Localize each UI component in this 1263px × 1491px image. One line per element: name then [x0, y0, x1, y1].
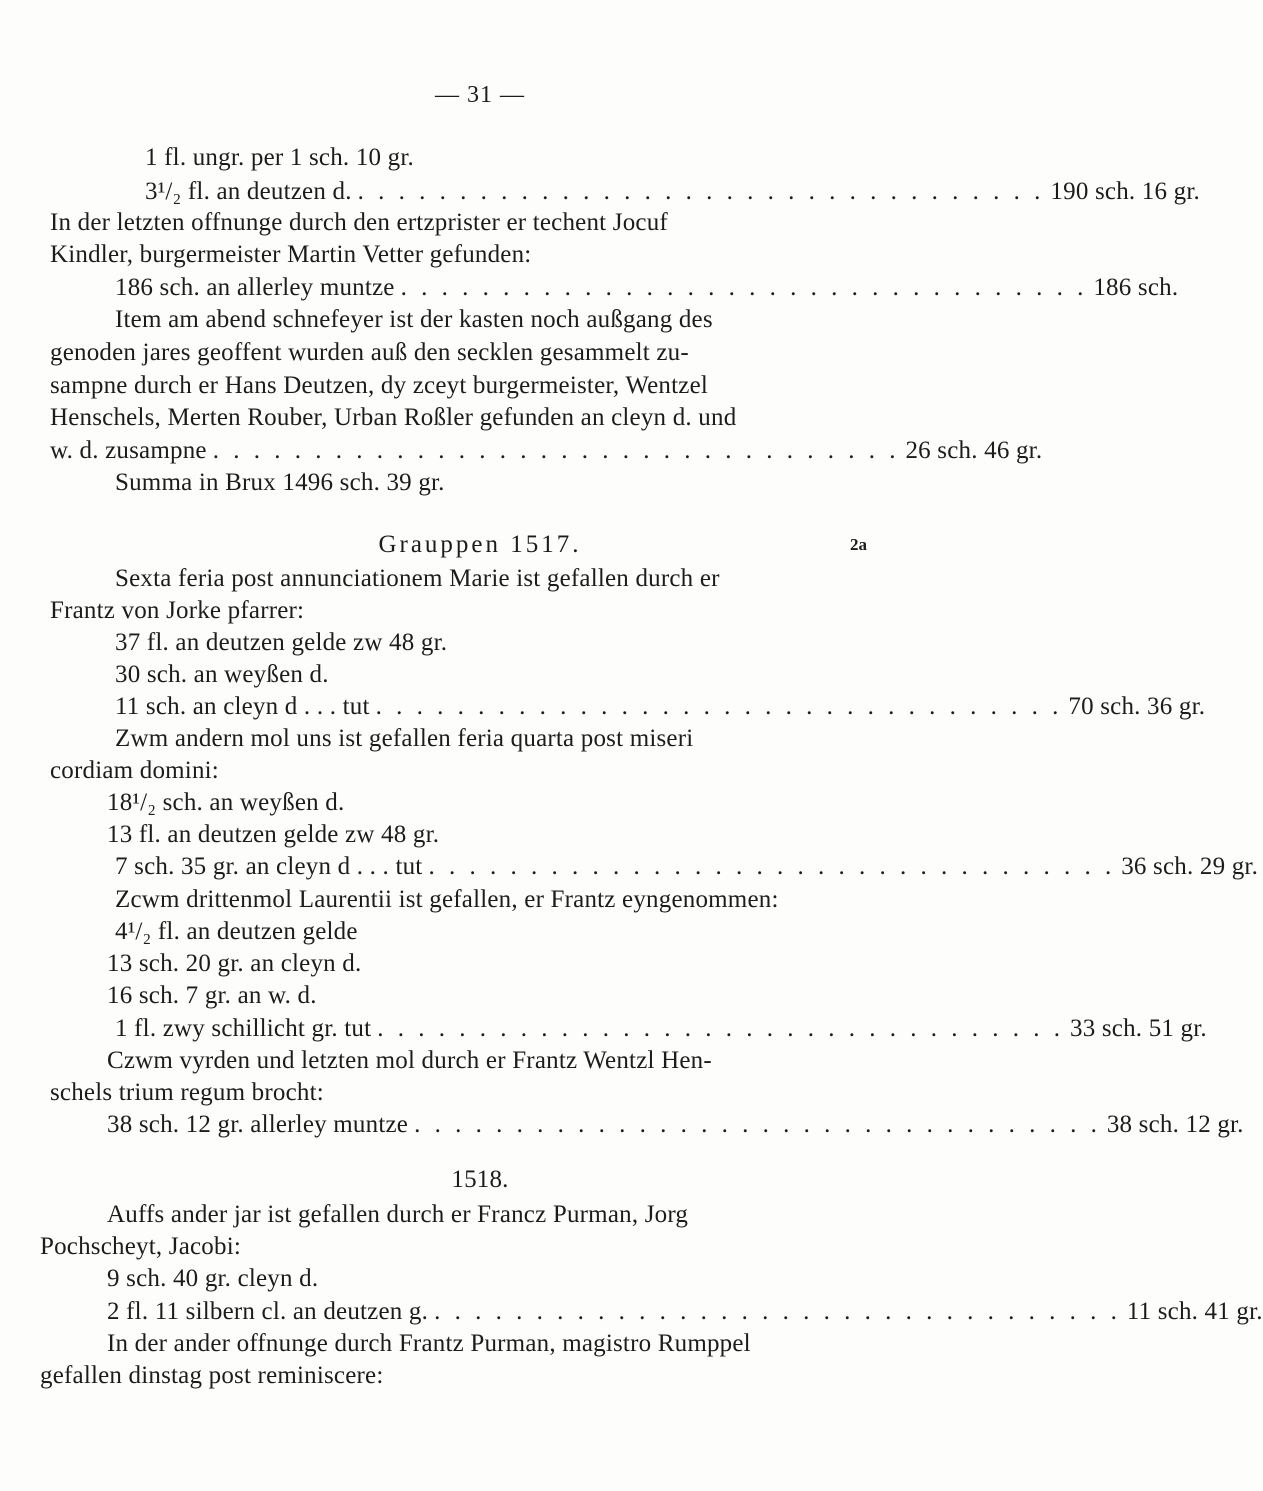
page-number: — 31 —: [435, 82, 525, 108]
ledger-line: [115, 273, 1179, 303]
ledger-line: [50, 436, 1043, 466]
text-line: schels trium regum brocht:: [50, 1079, 324, 1106]
leader-dots: . . . . . . . . . . . . . . . . . . . . . . . . . . . . . . . . . .: [212, 437, 900, 464]
ledger-item: w. d. zusampne: [50, 437, 207, 464]
section-heading: Grauppen 1517.: [378, 531, 582, 558]
leader-dots: . . . . . . . . . . . . . . . . . . . . . . . . . . . . . . . . . .: [377, 1015, 1065, 1042]
text-line: 30 sch. an weyßen d.: [115, 661, 329, 688]
ledger-line: [115, 852, 1259, 882]
leader-dots: . . . . . . . . . . . . . . . . . . . . . . . . . . . . . . . . . .: [375, 693, 1063, 720]
ledger-item: 2 fl. 11 silbern cl. an deutzen g.: [107, 1298, 429, 1325]
ledger-amount: 186 sch.: [1093, 274, 1179, 301]
text-line: Pochscheyt, Jacobi:: [40, 1233, 241, 1260]
ledger-line: [115, 1014, 1207, 1044]
ledger-amount: 36 sch. 29 gr.: [1121, 853, 1259, 880]
text-line: Kindler, burgermeister Martin Vetter gefunden:: [50, 241, 532, 268]
ledger-line: [107, 1297, 1263, 1327]
text-line: genoden jares geoffent wurden auß den secklen gesammelt zu-: [50, 339, 689, 366]
text-line: 13 fl. an deutzen gelde zw 48 gr.: [107, 821, 440, 848]
text-line: Zwm andern mol uns ist gefallen feria quarta post miseri: [115, 725, 694, 752]
total-line: Summa in Brux 1496 sch. 39 gr.: [115, 469, 445, 496]
text-line: gefallen dinstag post reminiscere:: [40, 1362, 384, 1389]
text-line: Frantz von Jorke pfarrer:: [50, 597, 305, 624]
text-line: Zcwm drittenmol Laurentii ist gefallen, er Frantz eyngenommen:: [115, 886, 779, 913]
ledger-line: [145, 177, 1200, 207]
text-line: In der ander offnunge durch Frantz Purman, magistro Rumppel: [107, 1330, 751, 1357]
text-line: 16 sch. 7 gr. an w. d.: [107, 982, 317, 1009]
text-line: 37 fl. an deutzen gelde zw 48 gr.: [115, 629, 448, 656]
text-line: Henschels, Merten Rouber, Urban Roßler gefunden an cleyn d. und: [50, 404, 737, 431]
leader-dots: . . . . . . . . . . . . . . . . . . . . . . . . . . . . . . . . . .: [414, 1111, 1101, 1138]
ledger-item: 3¹/₂ fl. an deutzen d.: [145, 178, 352, 205]
text-line: Auffs ander jar ist gefallen durch er Francz Purman, Jorg: [107, 1201, 689, 1228]
ledger-line: [115, 692, 1206, 722]
ledger-amount: 70 sch. 36 gr.: [1068, 693, 1206, 720]
leader-dots: . . . . . . . . . . . . . . . . . . . . . . . . . . . . . . . . . .: [428, 853, 1116, 880]
text-line: cordiam domini:: [50, 757, 219, 784]
ledger-amount: 11 sch. 41 gr.: [1126, 1298, 1263, 1325]
text-line: In der letzten offnunge durch den ertzprister er techent Jocuf: [50, 209, 668, 236]
leader-dots: . . . . . . . . . . . . . . . . . . . . . . . . . . . . . . . . . .: [400, 274, 1088, 301]
ledger-amount: 190 sch. 16 gr.: [1050, 178, 1200, 205]
ledger-item: 1 fl. zwy schillicht gr. tut: [115, 1015, 372, 1042]
text-line: Sexta feria post annunciationem Marie ist gefallen durch er: [115, 565, 720, 592]
text-line: 18¹/₂ sch. an weyßen d.: [107, 789, 345, 816]
text-line: 9 sch. 40 gr. cleyn d.: [107, 1265, 319, 1292]
leader-dots: . . . . . . . . . . . . . . . . . . . . . . . . . . . . . . . . . .: [434, 1298, 1121, 1325]
ledger-line: [107, 1110, 1244, 1140]
ledger-item: 38 sch. 12 gr. allerley muntze: [107, 1111, 409, 1138]
ledger-amount: 38 sch. 12 gr.: [1106, 1111, 1244, 1138]
text-line: 13 sch. 20 gr. an cleyn d.: [107, 950, 362, 977]
section-heading: 1518.: [451, 1166, 509, 1193]
ledger-item: 11 sch. an cleyn d . . . tut: [115, 693, 370, 720]
ledger-amount: 33 sch. 51 gr.: [1070, 1015, 1207, 1042]
ledger-amount: 26 sch. 46 gr.: [905, 437, 1043, 464]
leader-dots: . . . . . . . . . . . . . . . . . . . . . . . . . . . . . . . . . .: [357, 178, 1045, 205]
ledger-item: 7 sch. 35 gr. an cleyn d . . . tut: [115, 853, 423, 880]
text-line: 1 fl. ungr. per 1 sch. 10 gr.: [145, 144, 414, 171]
text-line: Item am abend schnefeyer ist der kasten noch außgang des: [115, 306, 713, 333]
margin-note: 2a: [850, 535, 867, 554]
text-line: 4¹/₂ fl. an deutzen gelde: [115, 918, 358, 945]
ledger-item: 186 sch. an allerley muntze: [115, 274, 395, 301]
text-line: Czwm vyrden und letzten mol durch er Frantz Wentzl Hen-: [107, 1047, 712, 1074]
text-line: sampne durch er Hans Deutzen, dy zceyt burgermeister, Wentzel: [50, 372, 709, 399]
